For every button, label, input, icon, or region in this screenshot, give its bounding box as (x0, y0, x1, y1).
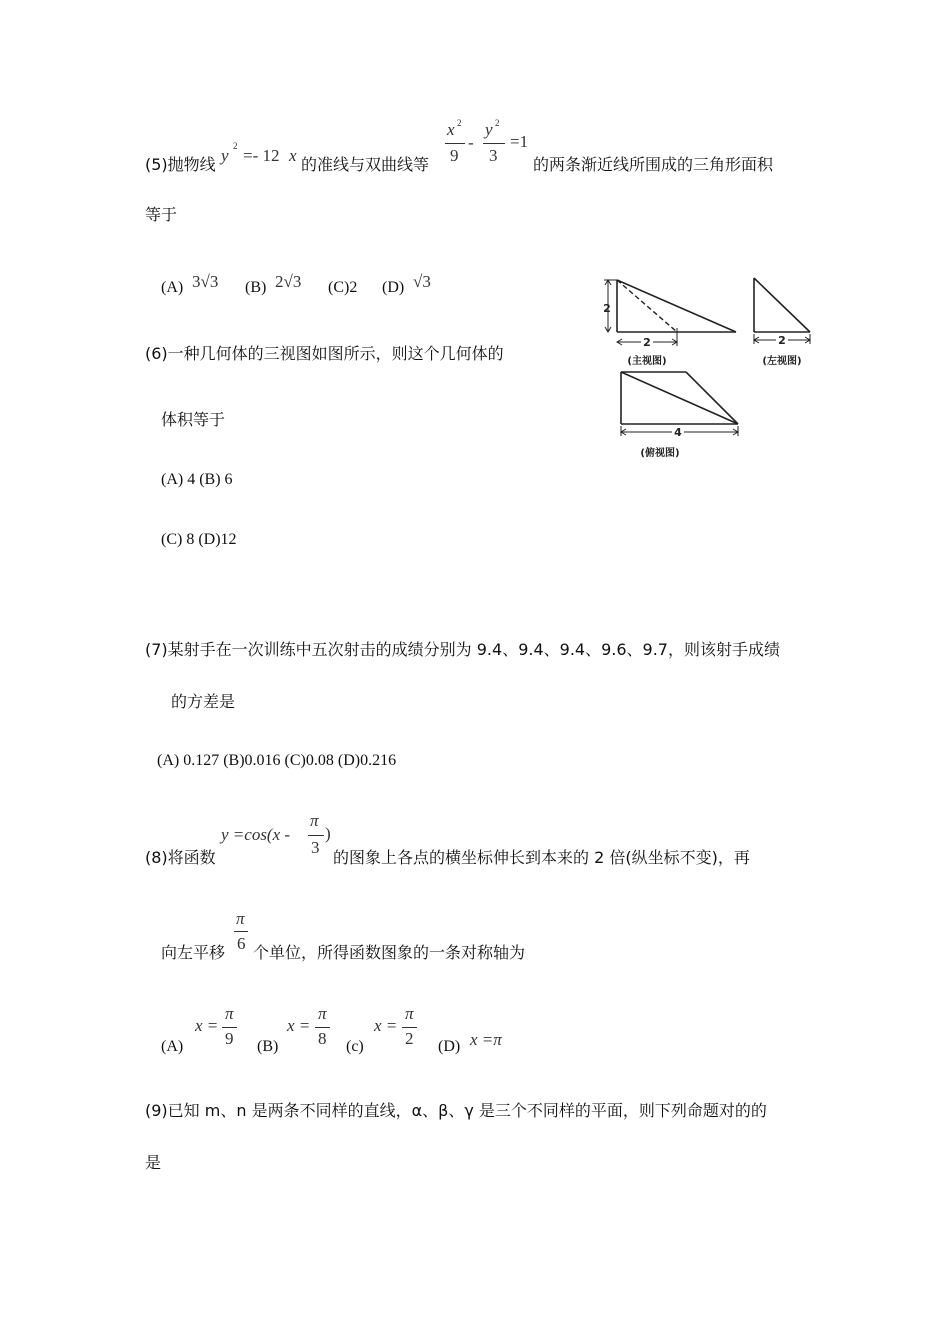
top-width-dim: 4 (674, 426, 682, 439)
q5-prefix: (5)抛物线 (145, 155, 216, 174)
q8-pi6-num: π (236, 909, 245, 928)
q5-mid-text: 的准线与双曲线等 (301, 155, 430, 174)
q6-options-row1: (A) 4 (B) 6 (161, 471, 233, 488)
q5-eq-y: y (221, 146, 229, 165)
q5-opt-d-value: √3 (413, 272, 431, 291)
q5-minus: - (468, 133, 474, 152)
q8-pi6-den: 6 (237, 934, 246, 953)
q8-pi6-bar (234, 931, 248, 932)
q8-prefix: (8)将函数 (145, 848, 216, 867)
q5-opt-a-value: 3√3 (192, 272, 219, 291)
q5-line2: 等于 (145, 205, 178, 224)
q8-pi-num: π (310, 811, 319, 830)
side-width-dim: 2 (778, 334, 786, 347)
three-view-figure (600, 272, 820, 464)
q8-opt-d-value: x =π (470, 1030, 502, 1049)
q8-opt-c-den: 2 (405, 1029, 414, 1048)
q8-opt-c-lhs: x = (374, 1016, 398, 1035)
side-view-label: (左视图) (762, 356, 802, 367)
q8-line2-post: 个单位，所得函数图象的一条对称轴为 (253, 943, 526, 962)
q5-frac2-den: 3 (489, 146, 498, 165)
q5-opt-d-label: (D) (382, 279, 405, 296)
q8-opt-c-num: π (405, 1004, 414, 1023)
front-view (603, 280, 736, 367)
q8-opt-a-label: (A) (161, 1038, 184, 1055)
q5-opt-b-label: (B) (245, 279, 267, 296)
q7-line1: (7)某射手在一次训练中五次射击的成绩分别为 9.4、9.4、9.4、9.6、9.7，则该射手成绩 (145, 640, 780, 659)
q5-eq-rhs: =- 12 (243, 146, 280, 165)
q8-opt-b-num: π (318, 1004, 327, 1023)
q5-suffix: 的两条渐近线所围成的三角形面积 (533, 155, 774, 174)
q8-opt-c-label: (c) (346, 1038, 364, 1055)
q9-line2: 是 (145, 1153, 162, 1172)
top-view-label: (俯视图) (640, 448, 680, 459)
q5-frac1-bar (445, 143, 465, 144)
q5-eq-x: x (289, 146, 297, 165)
q5-frac2-bar (483, 143, 505, 144)
q5-frac2-num: y (485, 120, 493, 139)
q5-frac1-den: 9 (450, 146, 459, 165)
q8-frac-den: 3 (311, 838, 320, 857)
q8-suffix: 的图象上各点的横坐标伸长到本来的 2 倍(纵坐标不变)，再 (333, 848, 750, 867)
q8-opt-a-den: 9 (225, 1029, 234, 1048)
q5-frac2-sup: 2 (495, 118, 500, 128)
q8-opt-b-label: (B) (257, 1038, 279, 1055)
q8-opt-c-bar (402, 1027, 417, 1028)
q8-opt-a-lhs: x = (195, 1016, 219, 1035)
q8-opt-a-bar (222, 1027, 237, 1028)
side-view (754, 278, 810, 367)
q8-opt-b-bar (315, 1027, 330, 1028)
q6-line2: 体积等于 (161, 410, 226, 429)
q8-close-paren: ) (325, 824, 331, 843)
front-width-dim: 2 (643, 336, 651, 349)
q5-opt-c: (C)2 (328, 279, 358, 296)
q7-options: (A) 0.127 (B)0.016 (C)0.08 (D)0.216 (157, 752, 397, 769)
q8-line2-pre: 向左平移 (161, 943, 226, 962)
top-view (621, 372, 738, 459)
q5-opt-b-value: 2√3 (275, 272, 302, 291)
q5-eq-y-sup: 2 (233, 141, 238, 151)
q9-line1: (9)已知 m、n 是两条不同样的直线，α、β、γ 是三个不同样的平面，则下列命题对的的 (145, 1101, 767, 1120)
q6-options-row2: (C) 8 (D)12 (161, 531, 237, 548)
q8-opt-b-den: 8 (318, 1029, 327, 1048)
front-view-label: (主视图) (627, 356, 667, 367)
q8-opt-a-num: π (225, 1004, 234, 1023)
q5-opt-a-label: (A) (161, 279, 184, 296)
q8-frac-bar (308, 835, 324, 836)
q5-eq-one: =1 (510, 132, 529, 151)
q8-function: y =cos(x - (221, 825, 291, 844)
q5-frac1-sup: 2 (457, 118, 462, 128)
q7-line2: 的方差是 (171, 692, 236, 711)
q8-opt-d-label: (D) (438, 1038, 461, 1055)
q5-frac1-num: x (447, 120, 455, 139)
q8-opt-b-lhs: x = (287, 1016, 311, 1035)
front-height-dim: 2 (603, 302, 611, 315)
q6-line1: (6)一种几何体的三视图如图所示，则这个几何体的 (145, 344, 504, 363)
